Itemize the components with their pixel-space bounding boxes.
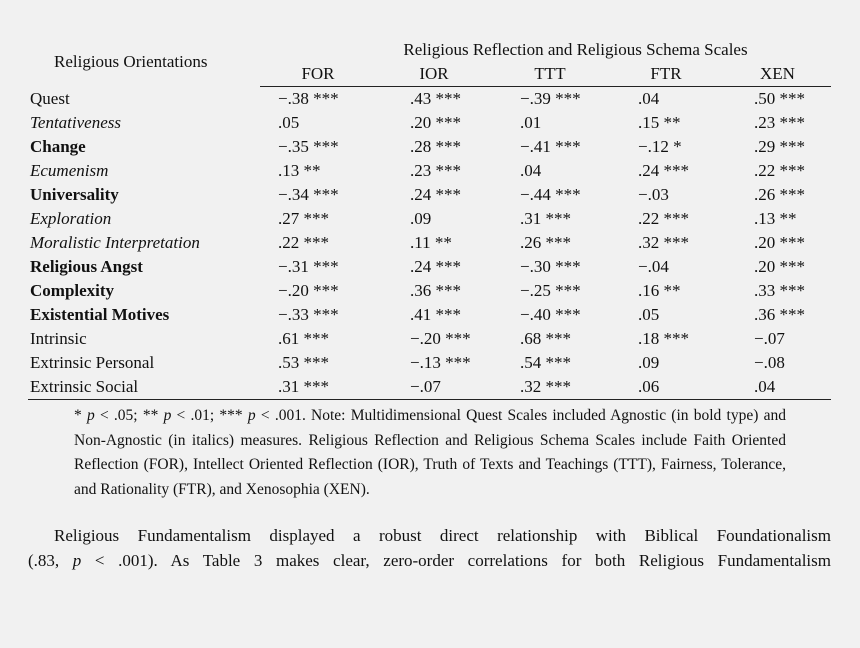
table-note [74, 404, 786, 502]
table-cell: .32 *** [638, 233, 689, 252]
row-label: Existential Motives [30, 305, 170, 324]
column-header-ftr: FTR [608, 62, 724, 87]
row-label: Religious Angst [30, 257, 143, 276]
row-label: Exploration [30, 209, 112, 228]
table-row [28, 303, 831, 327]
table-cell: .05 [278, 113, 300, 132]
table-cell: .41 *** [410, 305, 461, 324]
table-cell: .11 ** [410, 233, 452, 252]
table-cell: .09 [410, 209, 432, 228]
table-cell: .50 *** [754, 89, 805, 108]
table-cell: .16 ** [638, 281, 681, 300]
note-sig-3-rest: < .001. Note: Multidimensional Quest Scales included Agnostic (in bold type) and Non-Agnostic (in italics) measures. Religious Reflection and Religious Schema Scales include Faith Oriented Reflection (FOR), Intellect Oriented Reflection (IOR), Truth of Texts and Teachings (TTT), Fairness, Tolerance, and Rationality (FTR), and Xenosophia (XEN). [74, 407, 786, 498]
table-cell: .13 ** [278, 161, 321, 180]
table-cell: .36 *** [754, 305, 805, 324]
table-cell: −.07 [376, 375, 492, 400]
table-cell: .04 [520, 161, 542, 180]
table-cell: .29 *** [754, 137, 805, 156]
table-cell: .05 [638, 305, 660, 324]
table-cell: .20 *** [754, 233, 805, 252]
table-cell: .20 *** [410, 113, 461, 132]
table-row [28, 183, 831, 207]
table-cell: .68 *** [520, 329, 571, 348]
row-label: Tentativeness [30, 113, 121, 132]
table-cell: .43 *** [410, 89, 461, 108]
column-header-ttt: TTT [492, 62, 608, 87]
table-cell: .53 *** [278, 353, 329, 372]
table-cell: .18 *** [638, 329, 689, 348]
paragraph-line-2-a: (.83, [28, 551, 73, 570]
table-cell: −.12 * [638, 137, 682, 156]
table-row [28, 207, 831, 231]
table-row [28, 87, 831, 112]
table-cell: .22 *** [278, 233, 329, 252]
table-cell: .24 *** [638, 161, 689, 180]
table-cell: .26 *** [520, 233, 571, 252]
row-label: Moralistic Interpretation [30, 233, 200, 252]
table-row [28, 111, 831, 135]
table-cell: −.40 *** [520, 305, 581, 324]
note-p-2: p [163, 407, 172, 424]
table-cell: −.25 *** [520, 281, 581, 300]
table-cell: −.20 *** [278, 281, 339, 300]
paragraph-line-2 [28, 548, 831, 573]
table-cell: .22 *** [638, 209, 689, 228]
paragraph-line-1: Religious Fundamentalism displayed a robust direct relationship with Biblical Foundationalism [54, 526, 831, 545]
table-cell: .36 *** [410, 281, 461, 300]
table-cell: −.41 *** [520, 137, 581, 156]
table-cell: −.30 *** [520, 257, 581, 276]
table-cell: −.34 *** [278, 185, 339, 204]
table-cell: .31 *** [520, 209, 571, 228]
table-cell: −.35 *** [278, 137, 339, 156]
group-header: Religious Reflection and Religious Schema Scales [403, 40, 748, 59]
table-cell: −.20 *** [410, 329, 471, 348]
table-body [28, 87, 831, 400]
table-row [28, 279, 831, 303]
table-row [28, 135, 831, 159]
table-cell: .13 ** [754, 209, 797, 228]
row-label: Extrinsic Personal [30, 353, 155, 372]
column-header-xen: XEN [724, 62, 831, 87]
correlation-table [28, 38, 831, 400]
table-cell: .04 [638, 89, 660, 108]
row-label: Universality [30, 185, 119, 204]
table-cell: .26 *** [754, 185, 805, 204]
table-cell: −.08 [754, 353, 785, 372]
table-row [28, 255, 831, 279]
table-cell: .20 *** [754, 257, 805, 276]
table-cell: −.03 [638, 185, 669, 204]
table-cell: −.31 *** [278, 257, 339, 276]
table-header-group-row [28, 38, 831, 62]
table-cell: .09 [638, 353, 660, 372]
table-row [28, 375, 831, 400]
table-row [28, 327, 831, 351]
table-row [28, 351, 831, 375]
table-cell: .24 *** [410, 257, 461, 276]
table-cell: −.38 *** [278, 89, 339, 108]
table-cell: .31 *** [260, 375, 376, 400]
table-cell: .54 *** [520, 353, 571, 372]
row-label: Ecumenism [30, 161, 109, 180]
row-label: Intrinsic [30, 329, 87, 348]
table-cell: .24 *** [410, 185, 461, 204]
table-cell: .01 [520, 113, 542, 132]
table-cell: −.13 *** [410, 353, 471, 372]
note-p-1: p [86, 407, 95, 424]
row-label: Change [30, 137, 86, 156]
row-header-label: Religious Orientations [54, 52, 208, 72]
table-cell: .61 *** [278, 329, 329, 348]
table-cell: .33 *** [754, 281, 805, 300]
row-label: Extrinsic Social [28, 375, 260, 400]
table-cell: .27 *** [278, 209, 329, 228]
table-cell: .32 *** [492, 375, 608, 400]
table-cell: .15 ** [638, 113, 681, 132]
table-cell: .06 [608, 375, 724, 400]
column-header-for: FOR [260, 62, 376, 87]
table-cell: .04 [724, 375, 831, 400]
table-cell: −.44 *** [520, 185, 581, 204]
column-header-ior: IOR [376, 62, 492, 87]
table-cell: .23 *** [754, 113, 805, 132]
table-cell: .23 *** [410, 161, 461, 180]
table-cell: −.04 [638, 257, 669, 276]
note-sig-1-rest: < .05; ** [94, 407, 164, 424]
table-cell: −.39 *** [520, 89, 581, 108]
row-label: Quest [30, 88, 70, 108]
note-sig-1-stars: * [74, 407, 87, 424]
table-cell: −.07 [754, 329, 785, 348]
paragraph-line-2-b: < .001). As Table 3 makes clear, zero-order correlations for both Religious Fundamentalism [81, 551, 831, 570]
note-sig-2-rest: < .01; *** [171, 407, 248, 424]
body-paragraph [28, 523, 831, 573]
row-label: Complexity [30, 281, 115, 300]
table-row [28, 231, 831, 255]
table-cell: .28 *** [410, 137, 461, 156]
table-row [28, 159, 831, 183]
paragraph-p: p [72, 551, 82, 570]
table-cell: .22 *** [754, 161, 805, 180]
note-p-3: p [247, 407, 256, 424]
table-cell: −.33 *** [278, 305, 339, 324]
